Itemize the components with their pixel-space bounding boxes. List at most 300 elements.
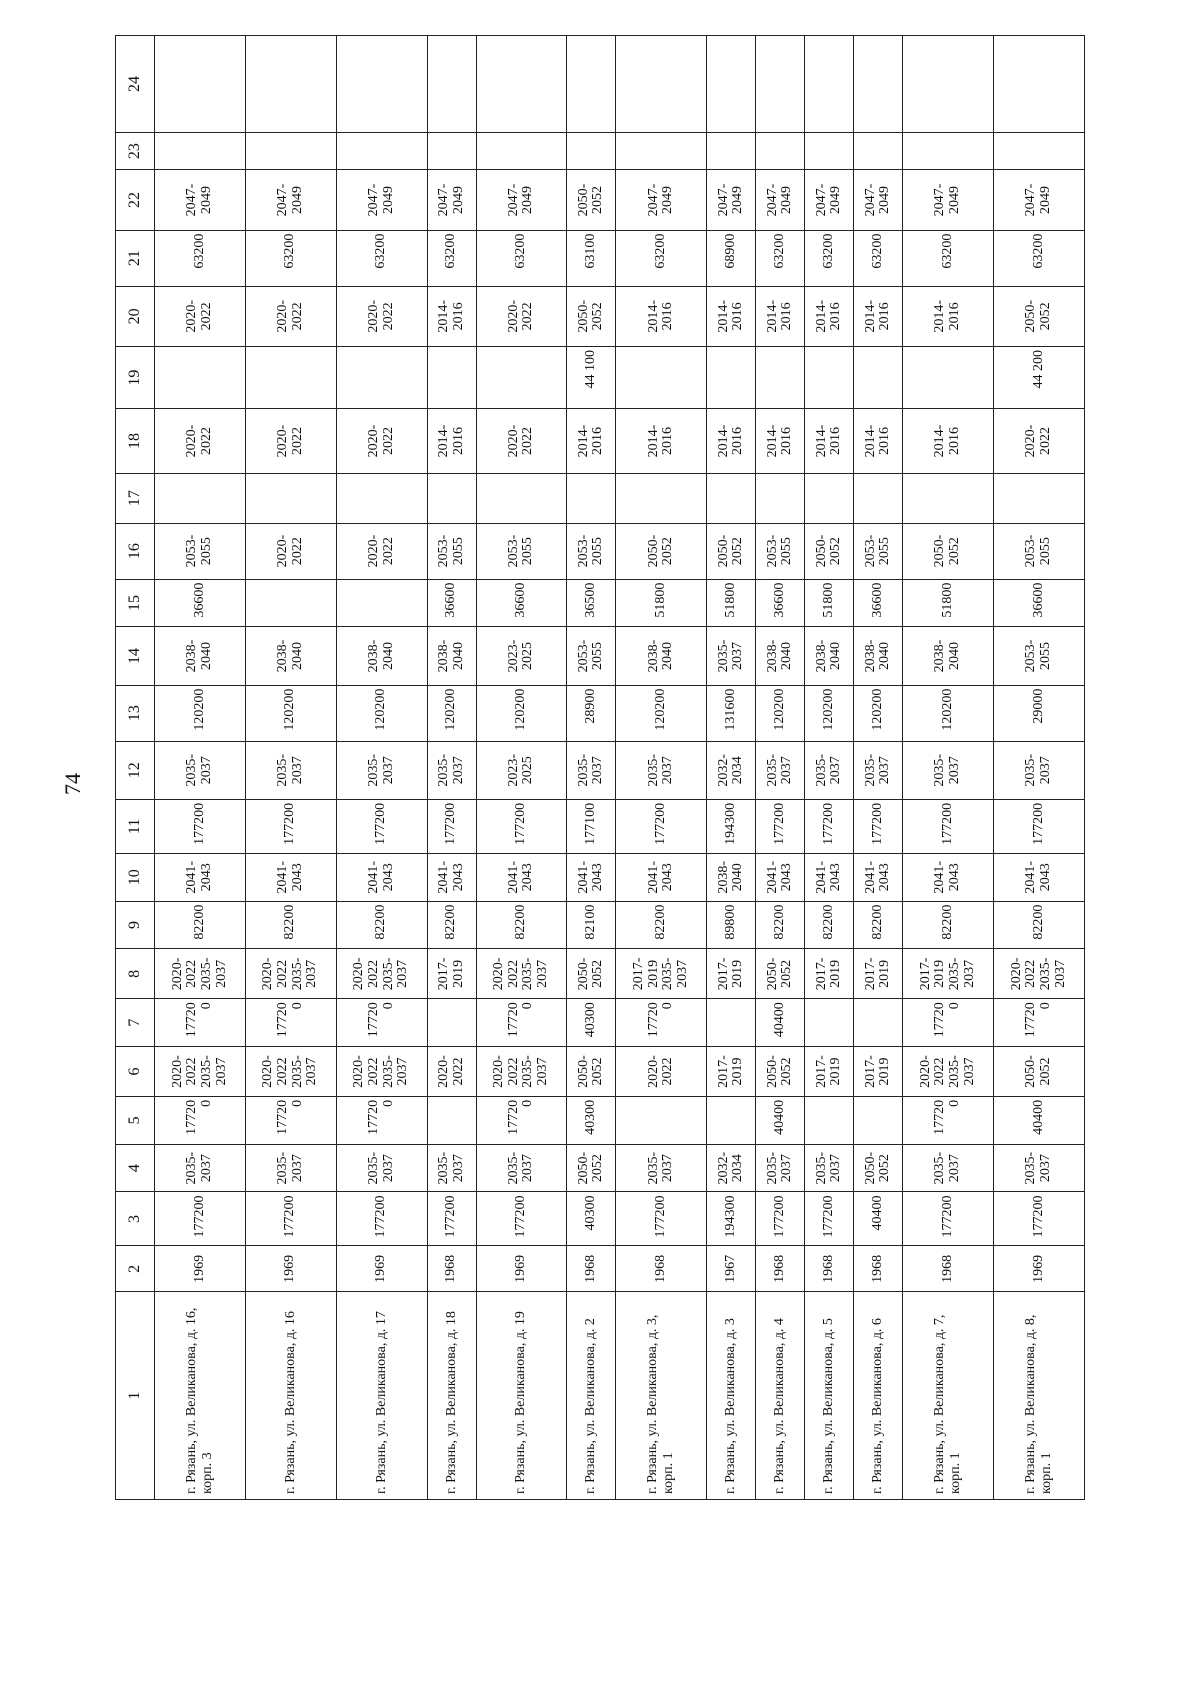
table-cell: 120200: [854, 685, 903, 741]
table-cell: [903, 132, 994, 169]
table-cell: 2035-2037: [756, 741, 805, 799]
column-number-23: 23: [116, 132, 155, 169]
table-cell: [476, 346, 567, 408]
table-row: [567, 36, 616, 1500]
table-cell: 2014-2016: [903, 286, 994, 346]
table-cell: [616, 36, 707, 133]
table-cell: 2014-2016: [567, 409, 616, 473]
table-cell: 2041-2043: [245, 853, 336, 901]
table-cell: 1968: [427, 1246, 476, 1292]
table-cell: 2038-2040: [805, 627, 854, 685]
table-cell: 2020-2022: [476, 409, 567, 473]
table-cell: 29000: [994, 685, 1085, 741]
table-cell: [245, 36, 336, 133]
address-cell: г. Рязань, ул. Великанова, д. 4: [756, 1292, 805, 1500]
table-cell: 2014-2016: [854, 409, 903, 473]
table-cell: 2017-2019: [707, 1047, 756, 1097]
table-cell: 2020-2022 2035-2037: [903, 1047, 994, 1097]
table-cell: 120200: [805, 685, 854, 741]
table-cell: 2053-2055: [567, 627, 616, 685]
table-row: [903, 36, 994, 1500]
address-cell: г. Рязань, ул. Великанова, д. 2: [567, 1292, 616, 1500]
table-cell: 63200: [903, 230, 994, 286]
table-cell: 177200: [245, 1096, 336, 1144]
table-cell: [756, 473, 805, 523]
table-cell: [707, 132, 756, 169]
column-number-13: 13: [116, 685, 155, 741]
page-number: 74: [60, 773, 85, 795]
table-cell: [336, 579, 427, 627]
table-cell: [805, 1096, 854, 1144]
table-row: [756, 36, 805, 1500]
column-number-15: 15: [116, 579, 155, 627]
table-cell: [903, 346, 994, 408]
table-cell: 40400: [756, 999, 805, 1047]
table-cell: 63200: [805, 230, 854, 286]
table-cell: 2050-2052: [567, 949, 616, 999]
column-number-6: 6: [116, 1047, 155, 1097]
table-cell: 2035-2037: [994, 1144, 1085, 1192]
table-cell: 2038-2040: [336, 627, 427, 685]
table-cell: 2014-2016: [854, 286, 903, 346]
table-cell: 2047-2049: [476, 170, 567, 230]
table-cell: 2020-2022 2035-2037: [155, 949, 246, 999]
table-row: [476, 36, 567, 1500]
table-cell: 177200: [616, 999, 707, 1047]
table-cell: 177200: [476, 999, 567, 1047]
table-cell: [616, 132, 707, 169]
table-cell: 120200: [903, 685, 994, 741]
table-cell: 2050-2052: [567, 170, 616, 230]
table-cell: 2035-2037: [336, 1144, 427, 1192]
table-cell: 2020-2022 2035-2037: [994, 949, 1085, 999]
table-cell: 2014-2016: [616, 409, 707, 473]
table-cell: [336, 346, 427, 408]
table-cell: 2017-2019: [427, 949, 476, 999]
table-cell: 177200: [155, 799, 246, 853]
table-cell: [427, 132, 476, 169]
table-cell: 2014-2016: [756, 286, 805, 346]
table-cell: 120200: [476, 685, 567, 741]
table-cell: 2020-2022: [245, 523, 336, 579]
table-cell: 63200: [336, 230, 427, 286]
table-cell: 2017-2019: [854, 949, 903, 999]
table-cell: 2050-2052: [756, 949, 805, 999]
table-cell: 2035-2037: [707, 627, 756, 685]
table-cell: 177200: [336, 999, 427, 1047]
table-cell: 40300: [567, 999, 616, 1047]
table-row: [245, 36, 336, 1500]
column-number-14: 14: [116, 627, 155, 685]
column-number-1: 1: [116, 1292, 155, 1500]
table-cell: 1967: [707, 1246, 756, 1292]
table-cell: 2014-2016: [616, 286, 707, 346]
table-cell: 51800: [903, 579, 994, 627]
table-cell: 82100: [567, 901, 616, 949]
table-row: [854, 36, 903, 1500]
column-number-21: 21: [116, 230, 155, 286]
table-cell: 120200: [336, 685, 427, 741]
table-cell: 63200: [245, 230, 336, 286]
table-cell: 2038-2040: [854, 627, 903, 685]
table-cell: 2014-2016: [427, 409, 476, 473]
table-cell: 2035-2037: [903, 741, 994, 799]
table-cell: 2032-2034: [707, 1144, 756, 1192]
table-cell: 2041-2043: [336, 853, 427, 901]
table-cell: 2047-2049: [805, 170, 854, 230]
column-number-22: 22: [116, 170, 155, 230]
column-number-24: 24: [116, 36, 155, 133]
table-cell: [994, 473, 1085, 523]
rotated-table-wrapper: [115, 35, 1085, 1500]
table-cell: 120200: [155, 685, 246, 741]
column-number-17: 17: [116, 473, 155, 523]
table-cell: 36600: [756, 579, 805, 627]
table-cell: [854, 473, 903, 523]
table-cell: 82200: [427, 901, 476, 949]
table-cell: 2020-2022 2035-2037: [336, 949, 427, 999]
table-cell: [707, 473, 756, 523]
table-cell: 2035-2037: [994, 741, 1085, 799]
table-cell: 2047-2049: [616, 170, 707, 230]
table-cell: 1969: [476, 1246, 567, 1292]
table-cell: 2035-2037: [805, 741, 854, 799]
table-cell: 2050-2052: [854, 1144, 903, 1192]
table-cell: 1968: [805, 1246, 854, 1292]
capital-repair-schedule-table: [115, 35, 1085, 1500]
table-cell: 1969: [994, 1246, 1085, 1292]
table-cell: 2047-2049: [336, 170, 427, 230]
table-cell: 2053-2055: [756, 523, 805, 579]
table-cell: 2050-2052: [994, 1047, 1085, 1097]
table-cell: 2047-2049: [155, 170, 246, 230]
table-cell: 177200: [336, 799, 427, 853]
table-cell: 1968: [854, 1246, 903, 1292]
table-cell: 1969: [336, 1246, 427, 1292]
table-cell: 44 200: [994, 346, 1085, 408]
table-cell: 1968: [903, 1246, 994, 1292]
table-cell: 2053-2055: [994, 627, 1085, 685]
table-cell: [707, 346, 756, 408]
table-cell: 177200: [155, 1096, 246, 1144]
table-cell: 82200: [616, 901, 707, 949]
table-cell: [805, 999, 854, 1047]
column-number-12: 12: [116, 741, 155, 799]
table-cell: 177200: [245, 1192, 336, 1246]
table-cell: [336, 473, 427, 523]
table-cell: 63200: [756, 230, 805, 286]
table-cell: 177200: [245, 799, 336, 853]
table-cell: 63200: [854, 230, 903, 286]
table-cell: 63200: [476, 230, 567, 286]
table-cell: 36600: [854, 579, 903, 627]
table-cell: 82200: [476, 901, 567, 949]
table-cell: 2020-2022: [427, 1047, 476, 1097]
table-cell: [805, 36, 854, 133]
table-row: [336, 36, 427, 1500]
table-cell: 177200: [854, 799, 903, 853]
table-cell: 177200: [155, 999, 246, 1047]
table-cell: 40400: [854, 1192, 903, 1246]
table-cell: 177200: [994, 799, 1085, 853]
table-cell: [805, 473, 854, 523]
table-cell: [476, 36, 567, 133]
table-cell: 177100: [567, 799, 616, 853]
table-cell: [903, 36, 994, 133]
table-cell: 2020-2022 2035-2037: [476, 949, 567, 999]
table-cell: 177200: [476, 1096, 567, 1144]
address-cell: г. Рязань, ул. Великанова, д. 3, корп. 1: [616, 1292, 707, 1500]
table-cell: 51800: [805, 579, 854, 627]
table-cell: 2041-2043: [567, 853, 616, 901]
table-cell: 120200: [756, 685, 805, 741]
column-number-18: 18: [116, 409, 155, 473]
table-cell: 2014-2016: [427, 286, 476, 346]
table-cell: 82200: [805, 901, 854, 949]
address-cell: г. Рязань, ул. Великанова, д. 6: [854, 1292, 903, 1500]
table-cell: [427, 999, 476, 1047]
table-cell: 177200: [903, 799, 994, 853]
table-cell: 2017-2019 2035-2037: [903, 949, 994, 999]
table-cell: 2035-2037: [427, 1144, 476, 1192]
table-cell: 194300: [707, 1192, 756, 1246]
table-cell: [476, 473, 567, 523]
table-cell: 2020-2022: [336, 409, 427, 473]
table-cell: 2050-2052: [903, 523, 994, 579]
table-cell: 2047-2049: [707, 170, 756, 230]
table-cell: [994, 36, 1085, 133]
table-cell: 82200: [994, 901, 1085, 949]
table-cell: 2020-2022 2035-2037: [155, 1047, 246, 1097]
table-cell: [336, 36, 427, 133]
table-cell: 2050-2052: [567, 1047, 616, 1097]
table-cell: 177200: [903, 1096, 994, 1144]
address-cell: г. Рязань, ул. Великанова, д. 17: [336, 1292, 427, 1500]
table-cell: 2041-2043: [476, 853, 567, 901]
table-cell: 2053-2055: [155, 523, 246, 579]
table-cell: 40400: [756, 1096, 805, 1144]
table-cell: [155, 473, 246, 523]
table-row: [427, 36, 476, 1500]
table-cell: 177200: [994, 999, 1085, 1047]
table-cell: 2041-2043: [994, 853, 1085, 901]
table-cell: 2020-2022: [245, 286, 336, 346]
table-cell: 2038-2040: [155, 627, 246, 685]
table-row: [994, 36, 1085, 1500]
table-cell: 2035-2037: [903, 1144, 994, 1192]
table-cell: [245, 132, 336, 169]
table-cell: 2035-2037: [476, 1144, 567, 1192]
table-cell: 82200: [854, 901, 903, 949]
address-cell: г. Рязань, ул. Великанова, д. 5: [805, 1292, 854, 1500]
table-cell: 2038-2040: [427, 627, 476, 685]
table-cell: 2014-2016: [903, 409, 994, 473]
table-cell: 2035-2037: [854, 741, 903, 799]
table-cell: 2050-2052: [616, 523, 707, 579]
table-cell: [854, 132, 903, 169]
table-cell: 2020-2022: [616, 1047, 707, 1097]
column-number-11: 11: [116, 799, 155, 853]
table-cell: 40300: [567, 1192, 616, 1246]
table-cell: 36600: [427, 579, 476, 627]
table-cell: 2041-2043: [805, 853, 854, 901]
table-cell: 120200: [427, 685, 476, 741]
table-cell: 131600: [707, 685, 756, 741]
table-cell: 2038-2040: [245, 627, 336, 685]
table-cell: [567, 473, 616, 523]
table-cell: 82200: [245, 901, 336, 949]
table-cell: [155, 36, 246, 133]
table-cell: 2035-2037: [567, 741, 616, 799]
table-cell: 2053-2055: [994, 523, 1085, 579]
table-cell: 177200: [616, 1192, 707, 1246]
table-cell: 2041-2043: [427, 853, 476, 901]
table-cell: 2020-2022: [336, 286, 427, 346]
table-row: [155, 36, 246, 1500]
table-cell: 2020-2022 2035-2037: [245, 1047, 336, 1097]
table-cell: 2041-2043: [155, 853, 246, 901]
table-cell: 2014-2016: [707, 286, 756, 346]
table-cell: 82200: [756, 901, 805, 949]
table-cell: [756, 132, 805, 169]
table-cell: 2020-2022: [155, 286, 246, 346]
table-cell: 1968: [756, 1246, 805, 1292]
table-cell: 177200: [756, 1192, 805, 1246]
table-cell: 2041-2043: [903, 853, 994, 901]
table-cell: [805, 346, 854, 408]
table-cell: 40400: [994, 1096, 1085, 1144]
column-number-4: 4: [116, 1144, 155, 1192]
table-cell: 82200: [903, 901, 994, 949]
table-cell: 2035-2037: [336, 741, 427, 799]
table-cell: [336, 132, 427, 169]
column-number-2: 2: [116, 1246, 155, 1292]
table-cell: 2053-2055: [427, 523, 476, 579]
table-cell: 2035-2037: [616, 1144, 707, 1192]
table-cell: 82200: [155, 901, 246, 949]
table-cell: 2035-2037: [427, 741, 476, 799]
table-cell: [854, 1096, 903, 1144]
table-cell: 2020-2022: [245, 409, 336, 473]
table-cell: 177200: [616, 799, 707, 853]
table-cell: 177200: [427, 799, 476, 853]
table-cell: 177200: [756, 799, 805, 853]
table-cell: 2020-2022 2035-2037: [336, 1047, 427, 1097]
table-cell: 2050-2052: [567, 286, 616, 346]
column-number-19: 19: [116, 346, 155, 408]
table-cell: 2035-2037: [245, 741, 336, 799]
column-number-16: 16: [116, 523, 155, 579]
table-cell: 2014-2016: [805, 409, 854, 473]
table-cell: 63100: [567, 230, 616, 286]
table-cell: 1969: [155, 1246, 246, 1292]
table-cell: 177200: [155, 1192, 246, 1246]
table-cell: 2017-2019: [707, 949, 756, 999]
address-cell: г. Рязань, ул. Великанова, д. 16: [245, 1292, 336, 1500]
table-cell: 1968: [616, 1246, 707, 1292]
table-cell: 2050-2052: [567, 1144, 616, 1192]
table-cell: 177200: [245, 999, 336, 1047]
table-cell: 177200: [903, 1192, 994, 1246]
table-cell: [854, 346, 903, 408]
table-cell: 2020-2022: [155, 409, 246, 473]
table-cell: [903, 473, 994, 523]
column-number-20: 20: [116, 286, 155, 346]
table-cell: 2020-2022 2035-2037: [476, 1047, 567, 1097]
table-cell: 1969: [245, 1246, 336, 1292]
column-number-10: 10: [116, 853, 155, 901]
table-cell: [616, 346, 707, 408]
table-cell: 2035-2037: [245, 1144, 336, 1192]
table-cell: [245, 579, 336, 627]
table-cell: 1968: [567, 1246, 616, 1292]
table-cell: 51800: [616, 579, 707, 627]
table-cell: 120200: [245, 685, 336, 741]
table-cell: 2023-2025: [476, 741, 567, 799]
table-cell: [155, 132, 246, 169]
table-cell: 2047-2049: [427, 170, 476, 230]
table-cell: 2020-2022: [336, 523, 427, 579]
column-number-8: 8: [116, 949, 155, 999]
table-cell: [707, 1096, 756, 1144]
column-number-7: 7: [116, 999, 155, 1047]
table-cell: 177200: [336, 1192, 427, 1246]
table-cell: [155, 346, 246, 408]
table-cell: [707, 999, 756, 1047]
table-cell: 82200: [336, 901, 427, 949]
table-cell: [854, 36, 903, 133]
table-cell: 2050-2052: [994, 286, 1085, 346]
table-cell: [245, 346, 336, 408]
table-cell: 2014-2016: [756, 409, 805, 473]
table-cell: 2017-2019: [805, 1047, 854, 1097]
table-cell: 2038-2040: [616, 627, 707, 685]
table-cell: 177200: [476, 1192, 567, 1246]
table-cell: 177200: [805, 799, 854, 853]
table-cell: 68900: [707, 230, 756, 286]
table-cell: 2050-2052: [805, 523, 854, 579]
table-cell: 36600: [476, 579, 567, 627]
column-number-3: 3: [116, 1192, 155, 1246]
table-cell: 177200: [994, 1192, 1085, 1246]
address-cell: г. Рязань, ул. Великанова, д. 3: [707, 1292, 756, 1500]
table-cell: 2017-2019: [805, 949, 854, 999]
column-number-5: 5: [116, 1096, 155, 1144]
table-cell: 2050-2052: [756, 1047, 805, 1097]
table-cell: 2020-2022: [994, 409, 1085, 473]
table-cell: 2014-2016: [707, 409, 756, 473]
table-cell: 2020-2022 2035-2037: [245, 949, 336, 999]
table-cell: 177200: [476, 799, 567, 853]
table-cell: 177200: [805, 1192, 854, 1246]
table-cell: 2023-2025: [476, 627, 567, 685]
table-cell: [707, 36, 756, 133]
table-cell: 40300: [567, 1096, 616, 1144]
table-cell: 2041-2043: [756, 853, 805, 901]
table-cell: 2035-2037: [616, 741, 707, 799]
table-cell: 44 100: [567, 346, 616, 408]
table-cell: 2047-2049: [903, 170, 994, 230]
table-cell: [756, 346, 805, 408]
table-cell: 2053-2055: [567, 523, 616, 579]
table-cell: [567, 132, 616, 169]
table-cell: 63200: [994, 230, 1085, 286]
table-cell: 2053-2055: [854, 523, 903, 579]
table-cell: 2017-2019: [854, 1047, 903, 1097]
table-cell: [427, 1096, 476, 1144]
address-cell: г. Рязань, ул. Великанова, д. 16, корп. 3: [155, 1292, 246, 1500]
table-cell: [756, 36, 805, 133]
